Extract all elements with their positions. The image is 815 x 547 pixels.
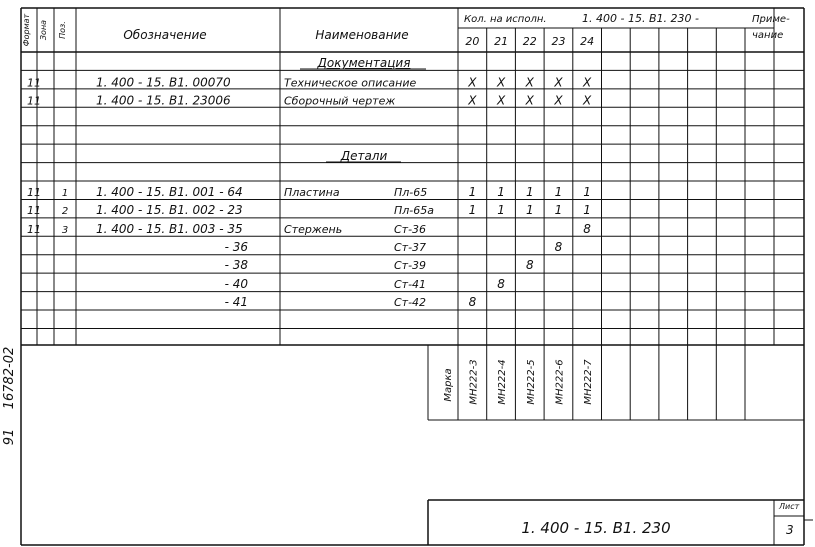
row-designation: 1. 400 - 15. В1. 23006 <box>96 93 231 108</box>
row-pos: 1 <box>61 188 69 199</box>
row-qty: 8 <box>468 295 477 309</box>
spec-rows <box>27 76 592 310</box>
header-name: Наименование <box>315 28 409 42</box>
spec-row <box>27 94 592 108</box>
header-note-1: Приме- <box>752 14 790 25</box>
row-name2: Ст-36 <box>394 223 427 236</box>
margin-code: 16782-02 <box>2 346 17 410</box>
row-designation: 1. 400 - 15. В1. 002 - 23 <box>96 203 243 217</box>
row-name2: Ст-37 <box>394 241 427 254</box>
row-qty: X <box>496 75 506 90</box>
row-qty: X <box>582 93 592 108</box>
row-designation: 1. 400 - 15. В1. 003 - 35 <box>96 222 243 236</box>
row-format: 11 <box>27 223 41 236</box>
row-qty: 1 <box>497 203 505 217</box>
spec-row <box>27 222 591 236</box>
title-block-designation: 1. 400 - 15. В1. 230 <box>521 519 671 537</box>
variant-header: 24 <box>580 35 595 48</box>
row-designation: 1. 400 - 15. В1. 00070 <box>96 75 231 90</box>
row-designation: - 38 <box>224 258 248 272</box>
row-qty: X <box>582 75 592 90</box>
row-pos: 3 <box>61 225 69 236</box>
row-name: Техническое описание <box>284 76 417 90</box>
row-designation: 1. 400 - 15. В1. 001 - 64 <box>96 185 243 199</box>
row-pos: 2 <box>61 206 69 217</box>
row-qty: 1 <box>554 203 563 217</box>
header-zone: Зона <box>39 19 48 41</box>
row-qty: 1 <box>583 203 591 217</box>
row-qty: 1 <box>525 185 534 199</box>
row-qty: 1 <box>468 185 477 199</box>
title-block-sheet-value: 3 <box>786 523 794 537</box>
row-designation: - 41 <box>224 295 248 309</box>
header-designation: Обозначение <box>123 28 207 42</box>
variant-headers <box>465 35 594 48</box>
row-name2: Пл-65а <box>394 204 435 217</box>
spec-row <box>225 240 563 254</box>
row-qty: X <box>525 75 534 90</box>
row-format: 11 <box>27 76 41 90</box>
mark-value: МН222-3 <box>468 359 480 405</box>
row-format: 11 <box>27 94 41 108</box>
row-name2: Ст-41 <box>394 278 427 291</box>
mark-value: МН222-6 <box>554 359 566 405</box>
row-qty: 8 <box>583 222 591 236</box>
header-pos: Поз. <box>58 21 67 39</box>
section-parts: Детали <box>340 149 388 163</box>
row-designation: - 40 <box>224 277 248 291</box>
row-qty: X <box>554 75 563 90</box>
spec-row <box>27 185 591 199</box>
row-qty: 8 <box>554 240 563 254</box>
spec-row <box>225 295 477 309</box>
mark-value: МН222-4 <box>497 359 509 405</box>
row-qty: 8 <box>525 258 534 272</box>
row-qty: 1 <box>497 185 505 199</box>
spec-row <box>27 203 591 217</box>
variant-header: 21 <box>494 35 509 48</box>
marks-label: Марка <box>443 368 454 402</box>
row-qty: X <box>468 75 477 90</box>
row-qty: 8 <box>497 277 505 291</box>
spec-row <box>225 258 534 272</box>
variant-header: 23 <box>551 35 566 48</box>
variant-header: 22 <box>522 35 537 48</box>
row-qty: X <box>496 93 506 108</box>
margin-sheet-no: 91 <box>2 428 17 446</box>
row-format: 11 <box>27 204 41 217</box>
row-name2: Ст-42 <box>394 296 427 309</box>
row-qty: 1 <box>525 203 534 217</box>
row-qty: 1 <box>583 185 591 199</box>
row-name: Стержень <box>284 223 343 236</box>
header-note-2: чание <box>752 30 784 41</box>
header-doc-prefix: 1. 400 - 15. В1. 230 - <box>582 12 699 25</box>
header-qty-for-variant: Кол. на исполн. <box>464 14 547 25</box>
row-name2: Пл-65 <box>394 186 428 199</box>
row-qty: 1 <box>554 185 563 199</box>
header-format: Формат <box>22 13 31 47</box>
row-name: Пластина <box>284 186 340 199</box>
row-qty: X <box>554 93 563 108</box>
row-format: 11 <box>27 186 41 199</box>
mark-value: МН222-7 <box>583 359 595 405</box>
spec-row <box>27 76 592 90</box>
row-name2: Ст-39 <box>394 259 427 272</box>
marks-values <box>468 359 594 405</box>
row-qty: X <box>468 93 477 108</box>
row-qty: 1 <box>468 203 477 217</box>
section-documentation: Документация <box>317 56 411 70</box>
row-designation: - 36 <box>224 240 248 254</box>
spec-row <box>225 277 506 291</box>
variant-header: 20 <box>465 35 480 48</box>
title-block-sheet-label: Лист <box>779 502 800 511</box>
row-qty: X <box>525 93 534 108</box>
row-name: Сборочный чертеж <box>284 94 396 108</box>
mark-value: МН222-5 <box>525 359 537 405</box>
